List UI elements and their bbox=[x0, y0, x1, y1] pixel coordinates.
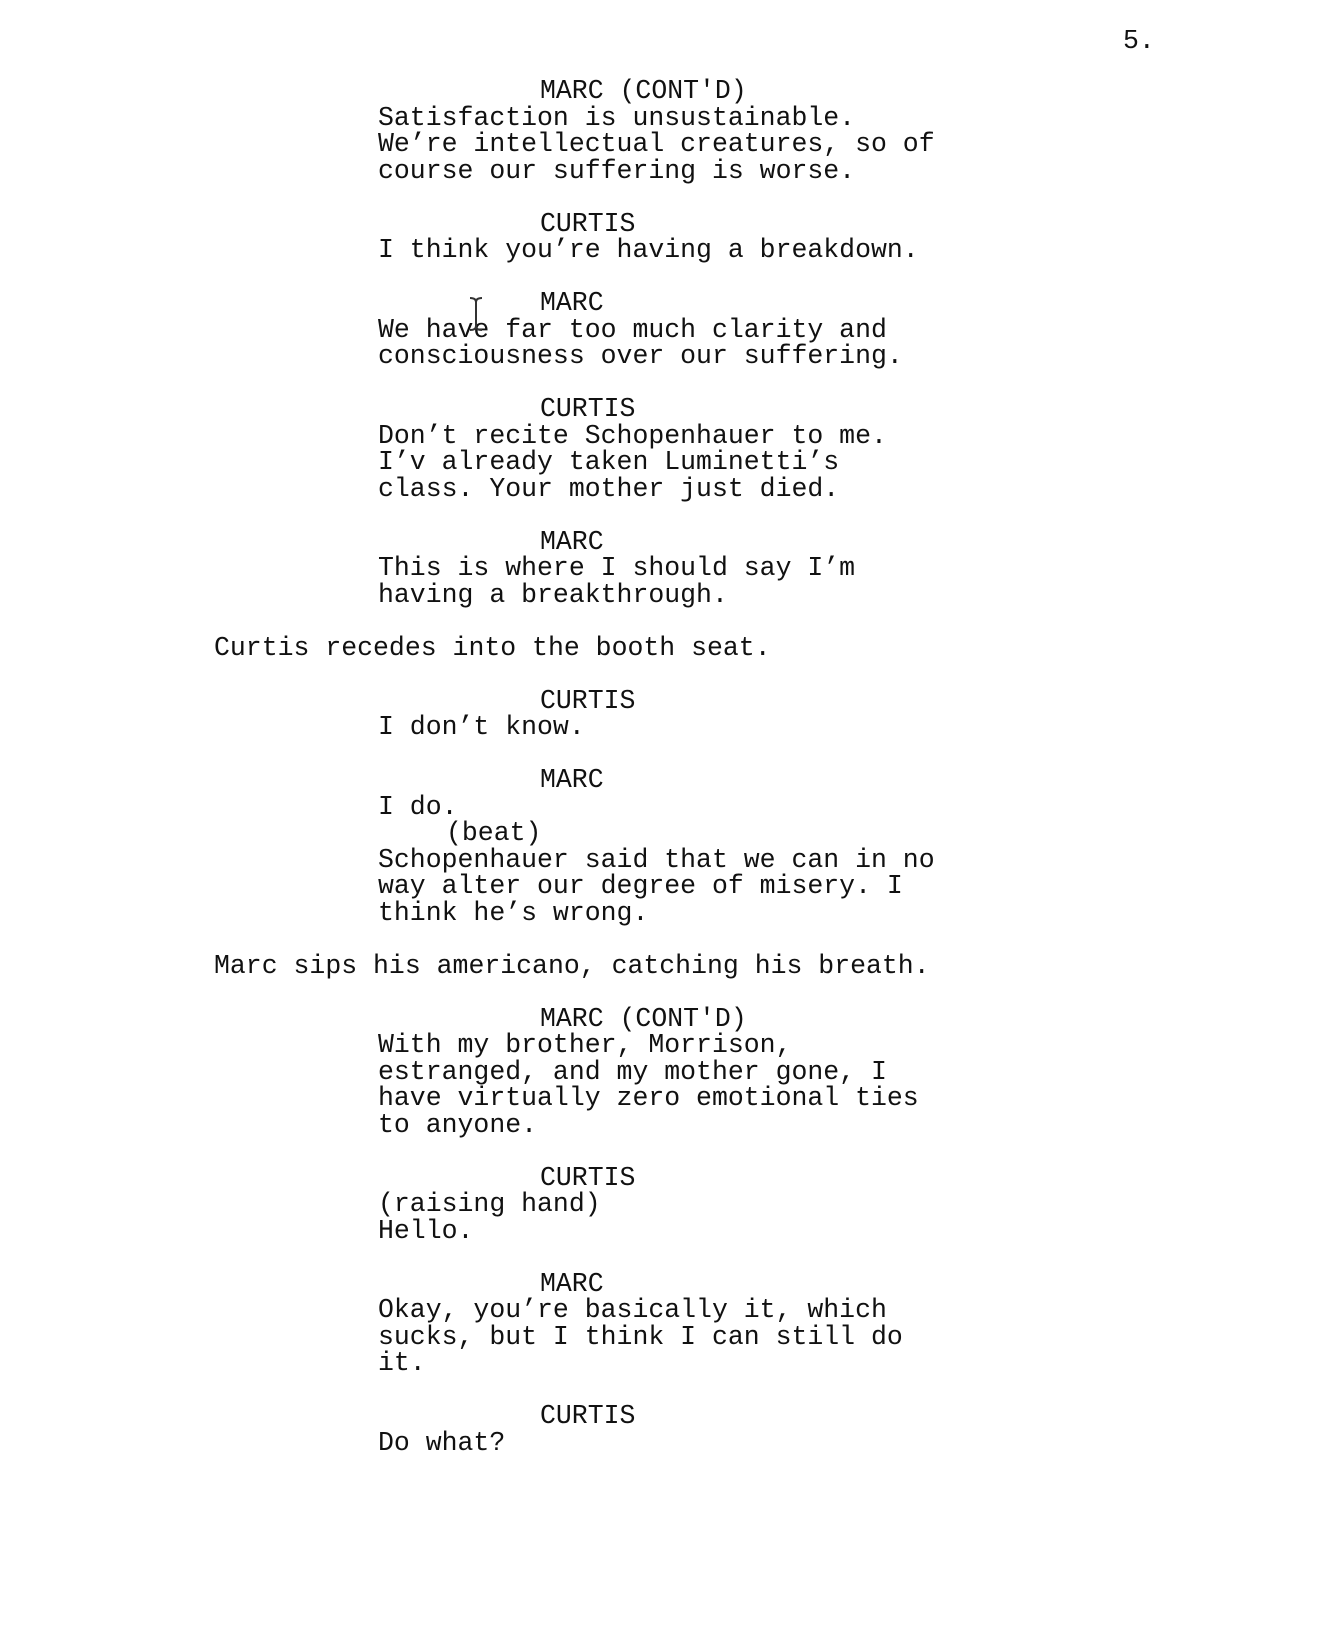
dialogue-line: to anyone. bbox=[378, 1109, 538, 1140]
character-name: MARC bbox=[540, 288, 604, 318]
character-name: MARC (CONT'D) bbox=[540, 76, 747, 106]
dialogue-line: I think you’re having a breakdown. bbox=[378, 235, 919, 265]
character-name: CURTIS bbox=[540, 1162, 636, 1193]
dialogue-block bbox=[0, 208, 1338, 265]
dialogue-line: think he’s wrong. bbox=[378, 897, 649, 928]
dialogue-block bbox=[0, 290, 1338, 370]
dialogue-block bbox=[0, 1268, 1338, 1378]
dialogue-line: We have far too much clarity and bbox=[378, 314, 887, 345]
dialogue-line: Schopenhauer said that we can in no bbox=[378, 844, 935, 875]
dialogue-line: sucks, but I think I can still do bbox=[378, 1321, 903, 1352]
dialogue-line: it. bbox=[378, 1348, 426, 1378]
page-number: 5. bbox=[1123, 26, 1155, 56]
dialogue-line: consciousness over our suffering. bbox=[378, 341, 903, 371]
dialogue-block bbox=[0, 526, 1338, 610]
character-name: CURTIS bbox=[540, 1401, 636, 1431]
dialogue-line: This is where I should say I’m bbox=[378, 553, 856, 583]
dialogue-line: Don’t recite Schopenhauer to me. bbox=[378, 420, 887, 451]
character-name: CURTIS bbox=[540, 685, 636, 716]
action-block bbox=[0, 950, 1338, 981]
dialogue-line: Okay, you’re basically it, which bbox=[378, 1295, 887, 1325]
script-content bbox=[0, 78, 1338, 1456]
character-name: CURTIS bbox=[540, 394, 636, 424]
dialogue-line: Hello. bbox=[378, 1215, 474, 1246]
dialogue-line: Satisfaction is unsustainable. bbox=[378, 102, 856, 133]
character-name: CURTIS bbox=[540, 208, 636, 239]
dialogue-line: I don’t know. bbox=[378, 712, 585, 742]
dialogue-line: having a breakthrough. bbox=[378, 579, 728, 610]
parenthetical: (raising hand) bbox=[378, 1189, 601, 1219]
character-name: MARC bbox=[540, 765, 604, 795]
dialogue-block bbox=[0, 1003, 1338, 1140]
dialogue-block bbox=[0, 1403, 1338, 1456]
dialogue-block bbox=[0, 767, 1338, 926]
action-line: Marc sips his americano, catching his breath. bbox=[214, 950, 930, 981]
dialogue-line: have virtually zero emotional ties bbox=[378, 1083, 919, 1113]
dialogue-block bbox=[0, 78, 1338, 184]
dialogue-line: I do. bbox=[378, 791, 458, 822]
character-name: MARC bbox=[540, 1268, 604, 1299]
dialogue-line: estranged, and my mother gone, I bbox=[378, 1056, 887, 1087]
character-name: MARC bbox=[540, 526, 604, 557]
dialogue-block bbox=[0, 396, 1338, 502]
dialogue-line: With my brother, Morrison, bbox=[378, 1030, 792, 1060]
dialogue-line: course our suffering is worse. bbox=[378, 155, 856, 186]
character-name: MARC (CONT'D) bbox=[540, 1003, 747, 1034]
parenthetical: (beat) bbox=[446, 818, 542, 848]
dialogue-block bbox=[0, 685, 1338, 742]
dialogue-line: way alter our degree of misery. I bbox=[378, 871, 903, 901]
text-cursor-icon bbox=[466, 296, 486, 332]
dialogue-block bbox=[0, 1162, 1338, 1246]
action-block bbox=[0, 632, 1338, 663]
action-line: Curtis recedes into the booth seat. bbox=[214, 632, 771, 663]
dialogue-line: We’re intellectual creatures, so of bbox=[378, 129, 935, 159]
dialogue-line: class. Your mother just died. bbox=[378, 473, 840, 504]
dialogue-line: I’v already taken Luminetti’s bbox=[378, 447, 840, 477]
dialogue-line: Do what? bbox=[378, 1427, 506, 1458]
